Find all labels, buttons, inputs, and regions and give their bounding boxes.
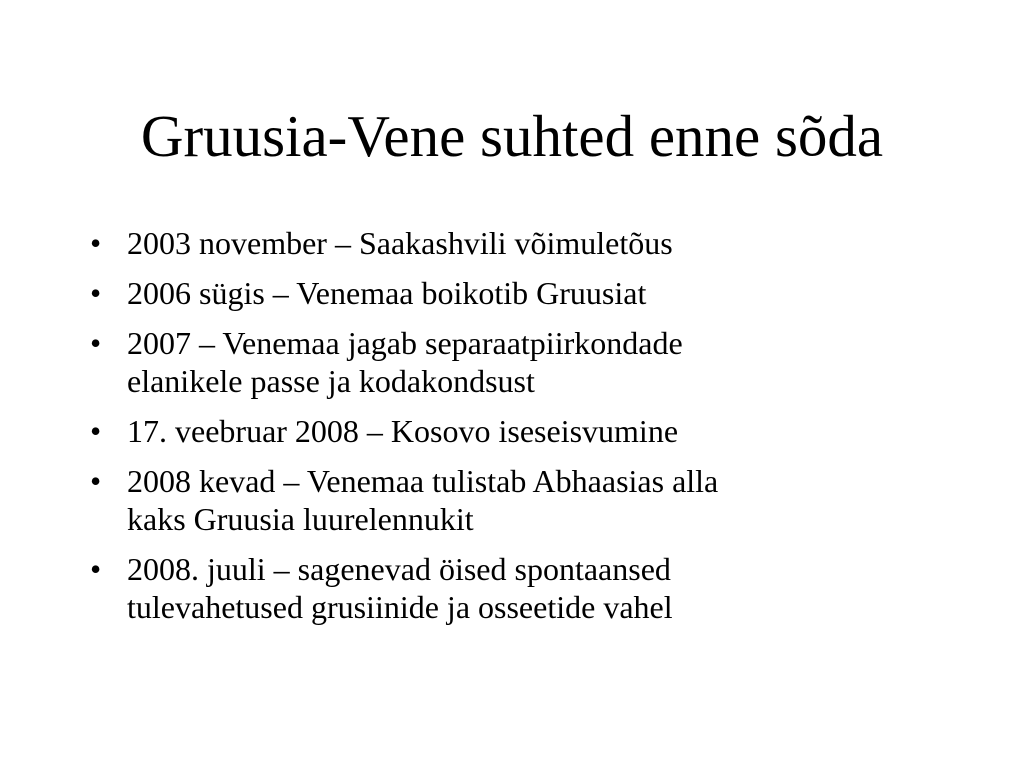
bullet-icon: •	[90, 463, 102, 499]
bullet-icon: •	[90, 275, 102, 311]
bullet-text-line: 2007 – Venemaa jagab separaatpiirkondade	[127, 325, 683, 361]
slide-title: Gruusia-Vene suhted enne sõda	[140, 103, 884, 169]
bullet-item	[90, 462, 890, 538]
bullet-icon: •	[90, 225, 102, 261]
bullet-text-line: 2006 sügis – Venemaa boikotib Gruusiat	[127, 275, 647, 311]
bullet-text-line: 17. veebruar 2008 – Kosovo iseseisvumine	[127, 413, 679, 449]
bullet-item	[90, 550, 890, 626]
bullet-item	[90, 324, 890, 400]
bullet-text-line: 2008 kevad – Venemaa tulistab Abhaasias alla	[127, 463, 719, 499]
bullet-text-line: 2003 november – Saakashvili võimuletõus	[127, 225, 673, 261]
bullet-text-line: kaks Gruusia luurelennukit	[127, 501, 474, 537]
bullet-list	[90, 224, 890, 638]
bullet-icon: •	[90, 413, 102, 449]
bullet-item	[90, 224, 890, 262]
bullet-text-line: elanikele passe ja kodakondsust	[127, 363, 535, 399]
bullet-text-line: tulevahetused grusiinide ja osseetide vahel	[127, 589, 673, 625]
bullet-text-line: 2008. juuli – sagenevad öised spontaansed	[127, 551, 671, 587]
bullet-icon: •	[90, 551, 102, 587]
bullet-item	[90, 274, 890, 312]
bullet-item	[90, 412, 890, 450]
bullet-icon: •	[90, 325, 102, 361]
